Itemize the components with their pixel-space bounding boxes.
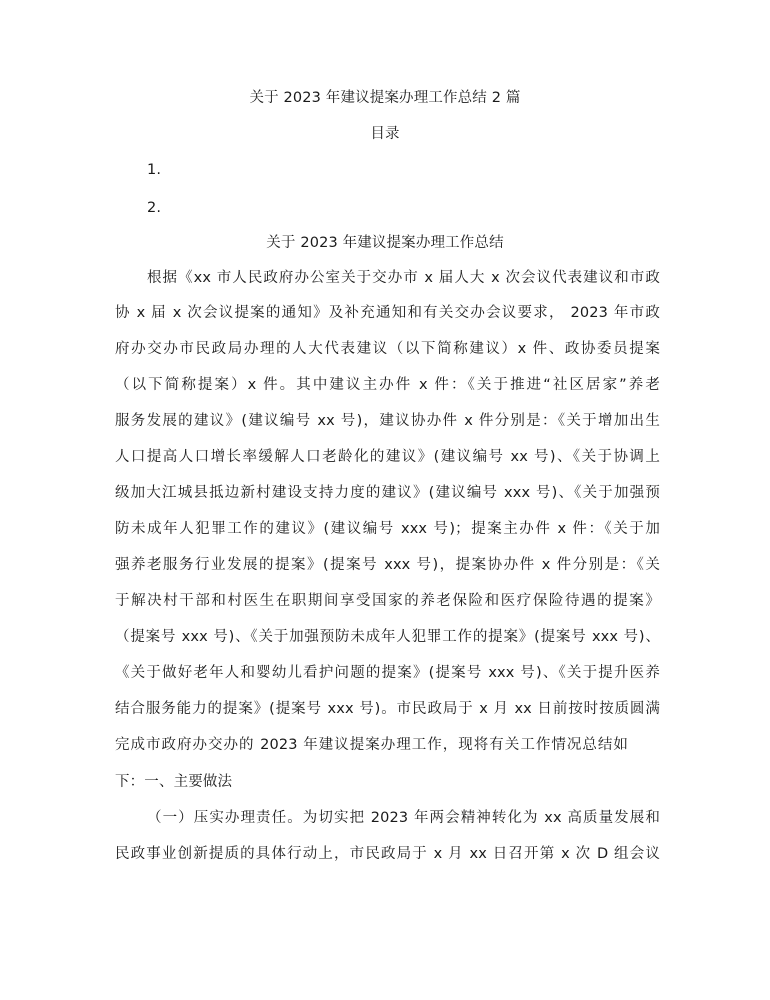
paragraph-1-line: 结合服务能力的提案》(提案号 xxx 号)。市民政局于 x 月 xx 日前按时按质圆满 xyxy=(115,701,660,717)
paragraph-1-line: 完成市政府办交办的 2023 年建议提案办理工作，现将有关工作情况总结如 xyxy=(115,737,628,753)
toc-item-2: 2. xyxy=(147,200,162,216)
paragraph-1-line: 服务发展的建议》(建议编号 xx 号)，建议协办件 x 件分别是：《关于增加出生 xyxy=(115,413,660,429)
paragraph-1-line: 级加大江城县抵边新村建设支持力度的建议》(建议编号 xxx 号)、《关于加强预 xyxy=(115,485,660,501)
paragraph-1-line: 强养老服务行业发展的提案》(提案号 xxx 号)，提案协办件 x 件分别是：《关 xyxy=(115,557,660,573)
toc-item-1: 1. xyxy=(147,162,162,178)
paragraph-1-line: 于解决村干部和村医生在职期间享受国家的养老保险和医疗保险待遇的提案》 xyxy=(115,593,660,609)
paragraph-1-line: 府办交办市民政局办理的人大代表建议（以下简称建议）x 件、政协委员提案 xyxy=(115,341,660,357)
paragraph-1-line: 下：一、主要做法 xyxy=(115,774,233,790)
paragraph-1-line: 协 x 届 x 次会议提案的通知》及补充通知和有关交办会议要求， 2023 年市政 xyxy=(115,305,660,321)
document-title: 关于 2023 年建议提案办理工作总结 2 篇 xyxy=(249,90,521,106)
paragraph-1-line: 人口提高人口增长率缓解人口老龄化的建议》(建议编号 xx 号)、《关于协调上 xyxy=(115,449,660,465)
paragraph-1-line: 《关于做好老年人和婴幼儿看护问题的提案》(提案号 xxx 号)、《关于提升医养 xyxy=(115,665,660,681)
paragraph-1-line: （以下简称提案）x 件。其中建议主办件 x 件：《关于推进“社区居家”养老 xyxy=(115,377,660,393)
section-title: 关于 2023 年建议提案办理工作总结 xyxy=(266,235,504,251)
paragraph-2-line: 民政事业创新提质的具体行动上，市民政局于 x 月 xx 日召开第 x 次 D 组会议 xyxy=(115,846,660,862)
paragraph-1-line: 防未成年人犯罪工作的建议》(建议编号 xxx 号)；提案主办件 x 件：《关于加 xyxy=(115,521,660,537)
toc-heading: 目录 xyxy=(370,126,400,142)
paragraph-1-line: 根据《xx 市人民政府办公室关于交办市 x 届人大 x 次会议代表建议和市政 xyxy=(147,270,660,286)
paragraph-2-line: （一）压实办理责任。为切实把 2023 年两会精神转化为 xx 高质量发展和 xyxy=(147,810,660,826)
paragraph-1-line: （提案号 xxx 号)、《关于加强预防未成年人犯罪工作的提案》(提案号 xxx 号)、 xyxy=(115,629,660,645)
